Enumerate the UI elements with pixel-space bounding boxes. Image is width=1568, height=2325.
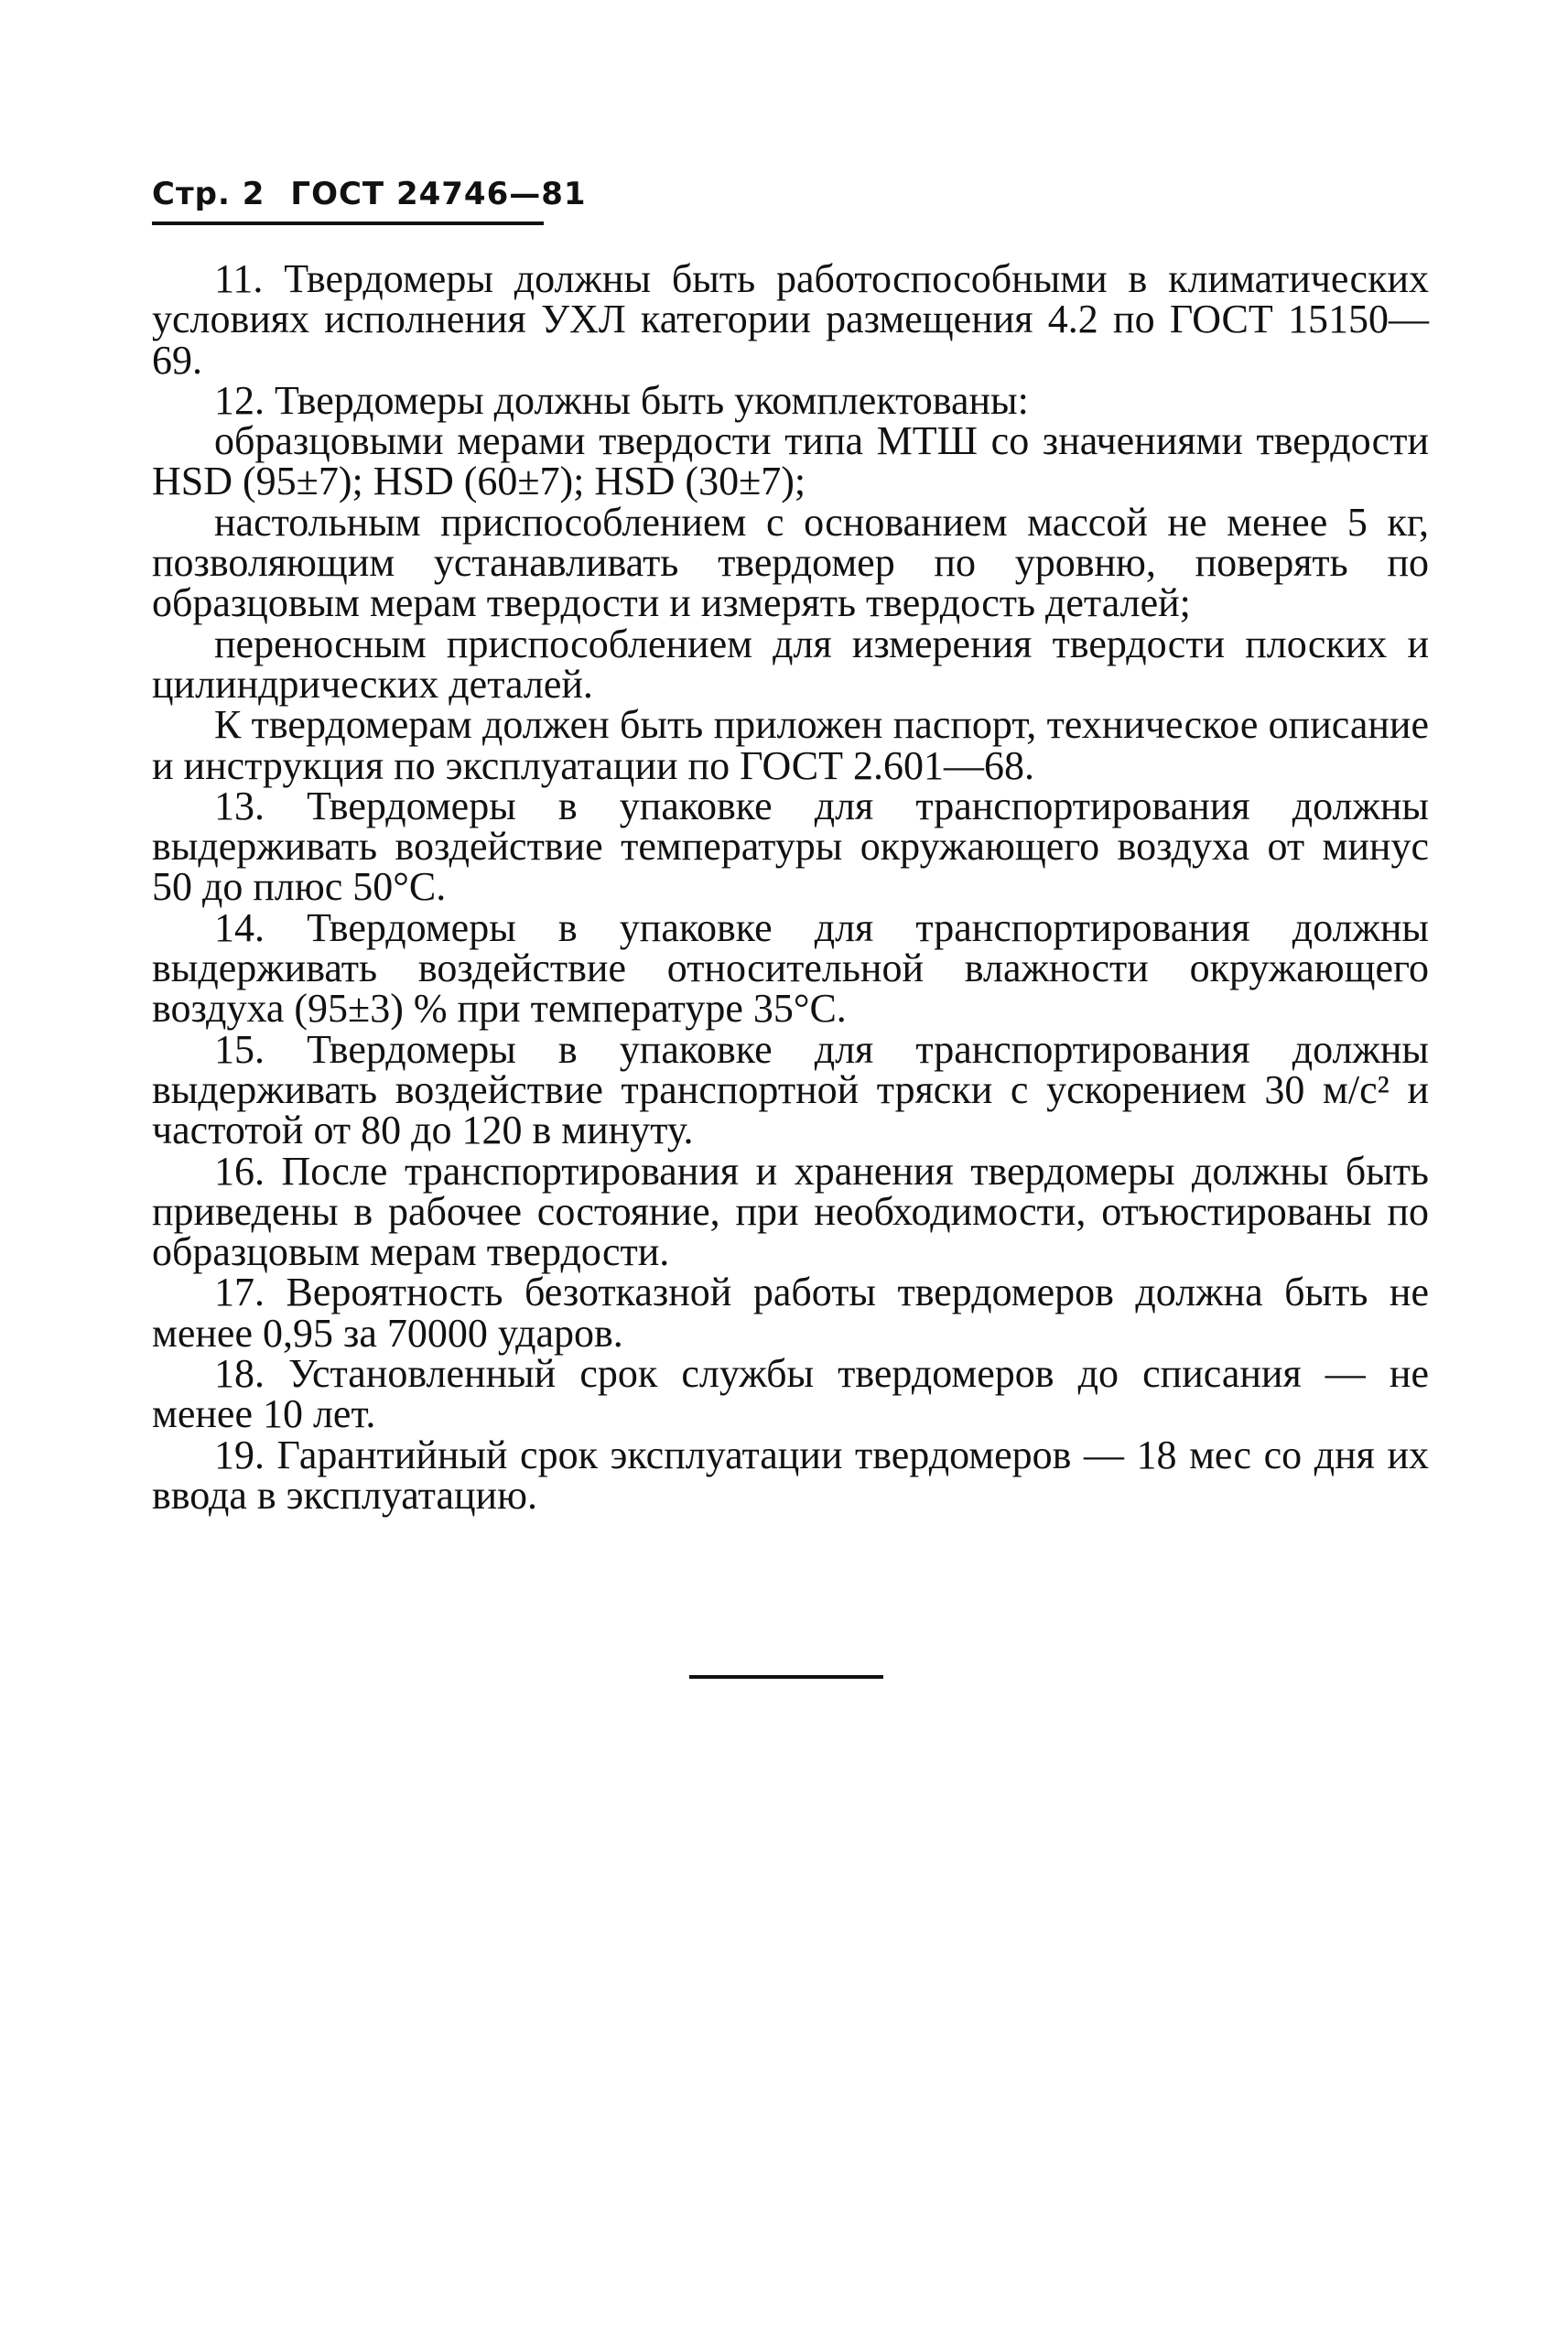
paragraph-clause-17: 17. Вероятность безотказной работы твердомеров должна быть не менее 0,95 за 70000 ударов. [152, 1270, 1429, 1356]
paragraph-clause-14: 14. Твердомеры в упаковке для транспортирования должны выдерживать воздействие относительной влажности окружающего воздуха (95±3) % при температуре 35°С. [152, 904, 1429, 1032]
paragraph-documentation: К твердомерам должен быть приложен паспорт, техническое описание и инструкция по эксплуатации по ГОСТ 2.601—68. [152, 702, 1429, 788]
document-code: ГОСТ 24746—81 [290, 176, 587, 212]
paragraph-reference-blocks: образцовыми мерами твердости типа МТШ со значениями твердости HSD (95±7); HSD (60±7); HSD (30±7); [152, 418, 1429, 504]
paragraph-clause-12: 12. Твердомеры должны быть укомплектованы: [214, 377, 1029, 423]
paragraph-desk-fixture: настольным приспособлением с основанием массой не менее 5 кг, позволяющим устанавливать твердомер по уровню, поверять по образцовым мерам твердости и измерять твердость деталей; [152, 499, 1429, 626]
paragraph-portable-fixture: переносным приспособлением для измерения твердости плоских и цилиндрических деталей. [152, 621, 1429, 707]
paragraph-clause-16: 16. После транспортирования и хранения твердомеры должны быть приведены в рабочее состояние, при необходимости, отъюстированы по образцовым мерам твердости. [152, 1148, 1429, 1275]
paragraph-clause-13: 13. Твердомеры в упаковке для транспортирования должны выдерживать воздействие температуры окружающего воздуха от минус 50 до плюс 50°С. [152, 783, 1429, 910]
paragraph-clause-19: 19. Гарантийный срок эксплуатации твердомеров — 18 мес со дня их ввода в эксплуатацию. [152, 1432, 1429, 1518]
paragraph-clause-15: 15. Твердомеры в упаковке для транспортирования должны выдерживать воздействие транспортной тряски с ускорением 30 м/с² и частотой от 80 до 120 в минуту. [152, 1026, 1429, 1153]
page-number: Стр. 2 [152, 176, 265, 212]
paragraph-clause-18: 18. Установленный срок службы твердомеров до списания — не менее 10 лет. [152, 1351, 1429, 1437]
body-text [152, 256, 1429, 1518]
paragraph-clause-11: 11. Твердомеры должны быть работоспособными в климатических условиях исполнения УХЛ категории размещения 4.2 по ГОСТ 15150—69. [152, 256, 1429, 383]
running-header [152, 176, 587, 225]
closing-rule [689, 1675, 883, 1679]
